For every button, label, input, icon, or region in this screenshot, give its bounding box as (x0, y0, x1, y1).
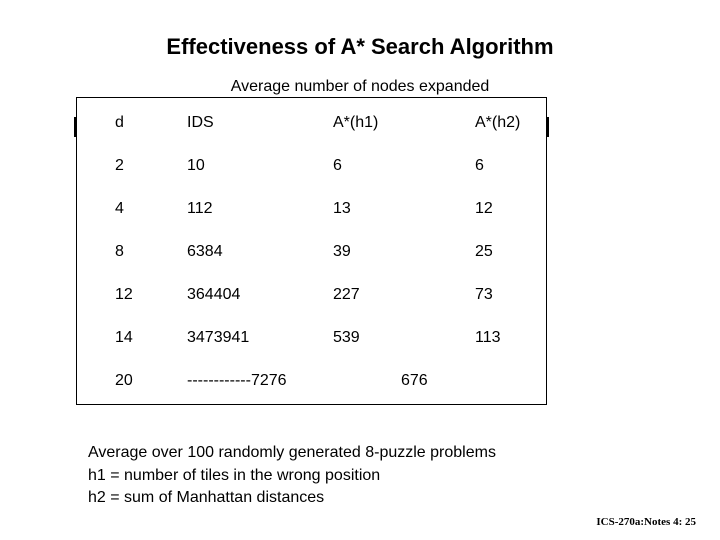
table-header-row (77, 114, 548, 136)
cell-ids-merged: ------------7276 (187, 372, 287, 389)
cell-a-star-h2: 12 (475, 200, 493, 217)
table-row (77, 200, 548, 222)
cell-a-star-h1: 227 (333, 286, 360, 303)
cell-d: 8 (115, 243, 124, 260)
cell-a-star-h1: 6 (333, 157, 342, 174)
header-d: d (115, 114, 124, 131)
cell-ids: 6384 (187, 243, 223, 260)
table-row (77, 286, 548, 308)
cell-a-star-h1: 39 (333, 243, 351, 260)
table-row-last (77, 372, 548, 394)
cell-ids: 3473941 (187, 329, 250, 346)
results-table (76, 97, 547, 405)
cell-d: 4 (115, 200, 124, 217)
note-line: h1 = number of tiles in the wrong position (88, 466, 381, 484)
cell-d: 2 (115, 157, 124, 174)
table-row (77, 329, 548, 351)
table-caption: Average number of nodes expanded (230, 78, 490, 95)
header-ids: IDS (187, 114, 214, 131)
cell-d: 14 (115, 329, 133, 346)
note-line: Average over 100 randomly generated 8-puzzle problems (88, 444, 496, 461)
cell-d: 12 (115, 286, 133, 303)
slide-title: Effectiveness of A* Search Algorithm (166, 34, 554, 59)
cell-a-star-h1: 13 (333, 200, 351, 217)
cell-a-star-h2: 6 (475, 157, 484, 174)
cell-a-star-h2: 25 (475, 243, 493, 260)
cell-d: 20 (115, 372, 133, 389)
cell-a-star-h1: 539 (333, 329, 360, 346)
cell-ids: 10 (187, 157, 205, 174)
note-line: h2 = sum of Manhattan distances (88, 489, 325, 506)
slide-footer: ICS-270a:Notes 4: 25 (596, 516, 696, 528)
cell-ids: 112 (187, 200, 213, 217)
cell-ids: 364404 (187, 286, 241, 303)
cell-a-star-h2: 113 (475, 329, 501, 346)
header-a-star-h1: A*(h1) (333, 114, 379, 131)
header-a-star-h2: A*(h2) (475, 114, 521, 131)
notes (88, 442, 496, 510)
table-row (77, 243, 548, 265)
cell-a-star-value: 676 (401, 372, 428, 389)
cell-a-star-h2: 73 (475, 286, 493, 303)
table-row (77, 157, 548, 179)
